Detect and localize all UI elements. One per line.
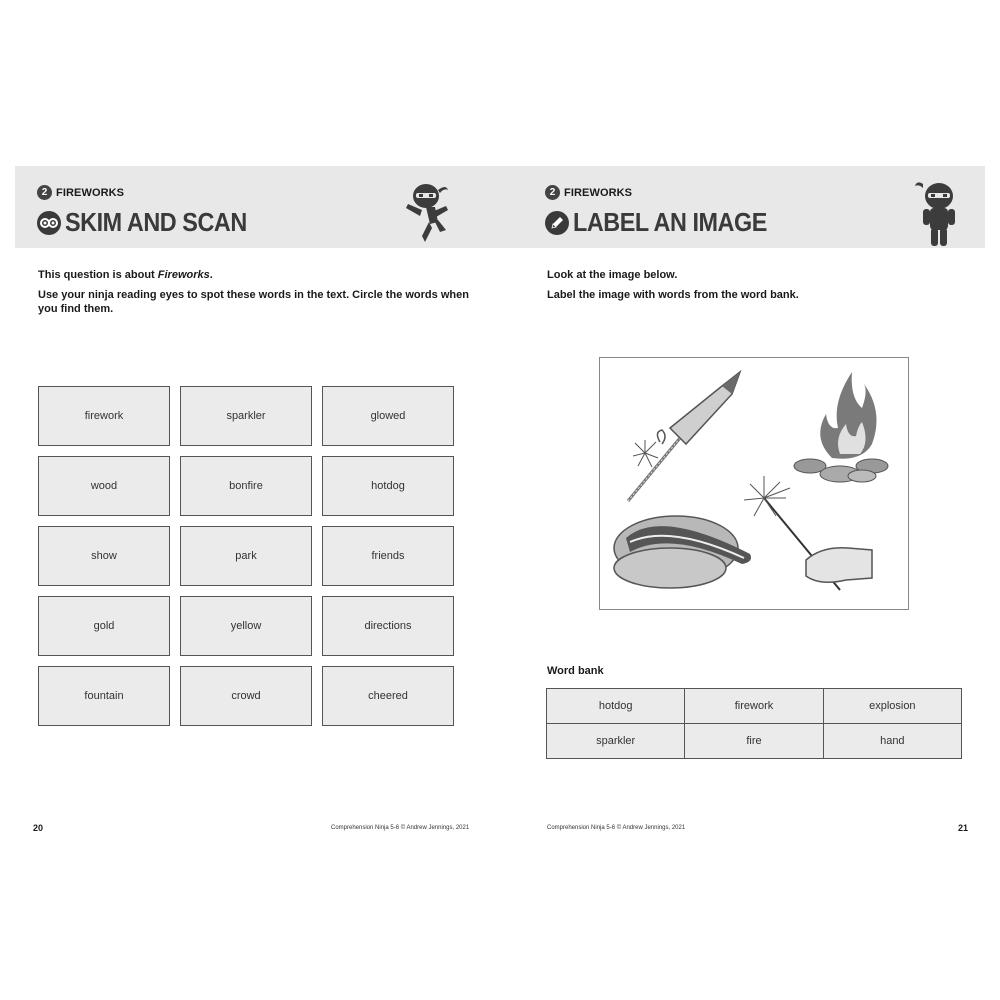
unit-title: FIREWORKS (56, 186, 125, 199)
instruction-line: Label the image with words from the word bank. (547, 289, 799, 301)
page-title: SKIM AND SCAN (65, 207, 247, 237)
word-bank-table (546, 688, 962, 759)
instruction-text: This question is about (38, 269, 158, 281)
word-bank-title: Word bank (547, 665, 604, 677)
eyes-icon (37, 211, 61, 235)
word-cell[interactable]: firework (38, 386, 170, 446)
bonfire-illustration (794, 372, 888, 482)
word-grid (38, 386, 454, 726)
word-bank-cell[interactable]: sparkler (547, 724, 685, 759)
table-row (547, 724, 962, 759)
sparkler-hand-illustration (744, 476, 872, 590)
instruction-line: you find them. (38, 303, 114, 315)
footer-credit: Comprehension Ninja 5-6 © Andrew Jennings, 2021 (331, 825, 470, 831)
instruction-topic (38, 268, 213, 282)
word-bank-cell[interactable]: fire (685, 724, 823, 759)
word-cell[interactable]: yellow (180, 596, 312, 656)
unit-label (545, 185, 632, 200)
page-title: LABEL AN IMAGE (573, 207, 767, 237)
unit-label (37, 185, 124, 200)
instruction-line: Use your ninja reading eyes to spot these words in the text. Circle the words when (38, 289, 469, 301)
section-heading (37, 207, 267, 238)
word-cell[interactable]: hotdog (322, 456, 454, 516)
word-cell[interactable]: bonfire (180, 456, 312, 516)
unit-number-badge: 2 (37, 185, 52, 200)
unit-title: FIREWORKS (564, 186, 633, 199)
label-image (599, 357, 909, 610)
word-cell[interactable]: glowed (322, 386, 454, 446)
ninja-jumping-icon (402, 178, 452, 244)
word-cell[interactable]: directions (322, 596, 454, 656)
word-cell[interactable]: crowd (180, 666, 312, 726)
word-cell[interactable]: wood (38, 456, 170, 516)
topic-title: Fireworks (157, 269, 210, 281)
ninja-standing-icon (913, 178, 965, 248)
footer-credit: Comprehension Ninja 5-6 © Andrew Jennings, 2021 (547, 825, 686, 831)
word-bank-cell[interactable]: hotdog (547, 689, 685, 724)
instruction-text: . (209, 269, 213, 281)
pencil-icon (545, 211, 569, 235)
page-number: 21 (958, 823, 969, 833)
word-bank-cell[interactable]: hand (823, 724, 961, 759)
word-cell[interactable]: park (180, 526, 312, 586)
section-heading (545, 207, 788, 238)
word-cell[interactable]: cheered (322, 666, 454, 726)
firework-rocket-illustration (628, 372, 740, 501)
table-row (547, 689, 962, 724)
word-cell[interactable]: fountain (38, 666, 170, 726)
word-cell[interactable]: gold (38, 596, 170, 656)
word-cell[interactable]: show (38, 526, 170, 586)
word-cell[interactable]: friends (322, 526, 454, 586)
instruction-line: Look at the image below. (547, 269, 678, 281)
hotdog-illustration (614, 516, 751, 588)
unit-number-badge: 2 (545, 185, 560, 200)
word-bank-cell[interactable]: firework (685, 689, 823, 724)
page-number: 20 (33, 823, 44, 833)
word-cell[interactable]: sparkler (180, 386, 312, 446)
word-bank-cell[interactable]: explosion (823, 689, 961, 724)
